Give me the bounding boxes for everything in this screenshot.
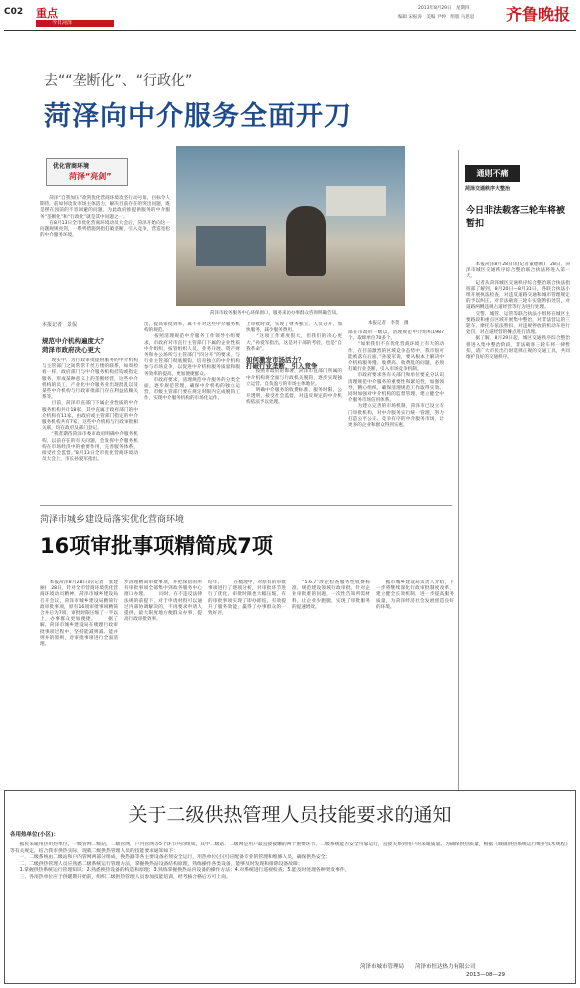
- newspaper-brand: 齐鲁晚报: [505, 5, 570, 24]
- second-col-5: 据市城乡建设局负责人介绍，下一步将继续深化行政审批制度改革，建立健全长效机制，进一步提高服务质量，为菏泽经济社会发展创造良好的环境。: [376, 580, 454, 610]
- notice-body: 据民采暖用热用热单位，一级管网二级站，二级管网，户内管网等5个环节共同组成，其中二级站、二级网是用户最直接接触的两个重要环节，二级系统能否安全可靠运行，直接关系到用户的采暖质量。为确保供热质量，根据《城镇供热系统运行维护技术规程》等有关规定，结合我市供热实际，现就二级供热管理人员的技能要求通知如下： 一、二级系统由二级站和户内管网两部分组成，换热器等各主要设备必须安全运行，用热单位(小区)应配备专业的管理和维修人员，确保供热安全； 二、二级供热管理人员应熟悉二级系统运行管理方法，掌握换热站设备结构原理，熟练操作各类设备，能够及时发现和排除设备故障； 1.掌握供热系统运行管理知识；2.熟悉换热设备的构造和原理；3.熟练掌握换热站内设备的操作方法；4.对系统进行巡视检查；5.能及时处理各种突发事件。 三、各用热单位应于供暖期开始前，组织二级供热管理人员参加技能培训，经考核合格后方可上岗。: [10, 842, 570, 880]
- section-bar: [36, 20, 114, 27]
- col2-para3: 市政府要求，清理规范中介服务的分类全面，逐步规范管理，确保中介机构的独立运营，市级主管部门要在规定时限内完成脱钩工作，实现中介服务机构的市场化运作。: [144, 377, 240, 402]
- second-headline: 16项审批事项精简成7项: [40, 534, 273, 558]
- col2-para2: 按照清理规范中介服务工作领导小组要求，市政府对市直行主管部门下属的企业性质中介组织，按管组织人员、业务开展、资产财务和办公场所与主管部门“四分开”的要求，与行业主管部门彻底脱钩，培育独立的中介机构参与市场竞争，以促进中介机构服务质量和服务效率的提高，更加便捷群众。: [144, 334, 240, 377]
- main-col-2: [144, 322, 240, 502]
- lead-text-1: 菏泽“自我加压”欲剑优化营商环境攻坚行动号角，目标令人期待。前如何攻发市场主体活力，解决目前存在的突出问题，既是摆在园前的不容回避的问题，为此政府推提供服务的中介服务“垄断化”和“行政化”就是其中问题之一。: [40, 196, 170, 220]
- photo-caption: 菏泽市政务服务中心环保窗口，服务来访办事群众咨询明确告知。: [210, 311, 341, 316]
- right-headline: 今日非法载客三轮车将被暂扣: [466, 206, 566, 229]
- right-box-sub: 菏泽交通秩序大整治: [465, 186, 511, 192]
- main-kicker: 去““垄断化”、“行政化”: [44, 73, 193, 89]
- notice-date: 2013—08—29: [466, 972, 505, 978]
- subhead-1: 规范中介机构遍度大？: [42, 337, 107, 345]
- col1-para2: 目前，菏泽市直部门下属企业性质的中介服务机构共计18家，其中直属于政府部门的中介机构有11家，由政府或主管部门指定的中介服务机构共有7家，这些中介机构与行政审批相关联，均在政府及部门登记。: [42, 401, 138, 432]
- col1-para3: “我者期待菏泽市委市政府明确中介服务机构，以前存在的有关问题，会发挥中介服务机构在市场经济中的重要作用，完善服务体系，接受社会监督。”8月13日全市优化营商环境动员大会上，市长孙爱军指出。: [42, 432, 138, 463]
- date-line: 2013年8月29日 星期四: [418, 6, 470, 11]
- lead-paragraph: [40, 196, 170, 239]
- col4-para4: 为建立完善的市场机制，菏泽市已设立专门审批机构，对中介服务实行统一管理，努力打造公平公正、竞争有序的中介服务市场，让更多的企业和群众得到实惠。: [348, 404, 444, 429]
- col2-para1: 出，提高审批效率，离不开对这些中介服务机构的规范。: [144, 322, 240, 334]
- main-headline: 菏泽向中介服务全面开刀: [44, 101, 352, 132]
- second-col-4: “5.6.7”涉企检查服务性收费标准，规范建设领域行政审批，针对企业审批难的问题，一次性告知所需材料，让企业少跑腿，实现了审批服务的提速增效。: [292, 580, 370, 610]
- edition-number: C02: [4, 7, 24, 17]
- news-photo: [176, 146, 405, 306]
- subhead-4: 打破行业垄断，引入竞争: [246, 362, 318, 371]
- series-badge: [46, 158, 128, 186]
- right-column-box: [465, 165, 570, 192]
- editors-line: 编辑 宋振涛 美编 尹婷 组版 马思思: [398, 15, 475, 20]
- subhead-block-2: [246, 357, 342, 369]
- lead-text-2: 在8月13日全市优化营商环境动员大会后，菏泽开始向这一问题规规亮剑，一系列措施剑指打破垄断，引入竞争，营造宽松的中介服务环境。: [40, 220, 170, 239]
- header-rule: [4, 30, 576, 31]
- right-box-label: 通则不痛: [465, 165, 520, 182]
- col3-para1: 上审批时效，实现了财务独立、人员分开，加快服务，减少服务费用。: [246, 322, 342, 334]
- col4-para2: “如果我们不在优化营商环境上有大的动作，在目前激烈的区域竞争态势中，我市很可能被落在后面，”孙爱军说，要从根本上解决中介机构服务慢、收费高、收费乱的问题，必须打破行业垄断，引入市场竞争机制。: [348, 342, 444, 373]
- main-col-1: [42, 358, 138, 503]
- col1-para1: 现实中，为行政审批提供服务的中介机构与主管部门之间常常千丝万缕的联系，如周检看一样，政府部门与中介服务机构挂钩或指定服务，形成某种意义上的垄断经营，这些中介机构的员工，产业化中介服务业出现混乱以及某些中介机构与行政审批部门存在利益依赖关系等。: [42, 358, 138, 401]
- subhead-2: 菏泽市政府决心更大: [42, 346, 101, 354]
- badge-line1: 优化营商环境: [53, 163, 90, 170]
- story-divider: [40, 505, 452, 506]
- second-col-2: 步清理精简审批事项，并把保留的所有审批事项全部集中到政务服务中心窗口办理。 同时，在不违反法律法规的前提下，对于申请材料可以通过内部协调解决的，不再要求申请人提供，最大限度地方便群众办事，提高行政审批效率。: [124, 580, 202, 623]
- section-bar-label: 今日菏泽: [52, 20, 73, 26]
- second-col-1: 本报菏泽8月28日讯(记者 张建丽) 28日，针对全市营商环境优化营商环境动员精神，菏泽市城乡建设局召开会议，菏泽市城乡建设局精简行政审批事项，原有16项审批事项精简合并后为7项，审批时限压缩了一半以上，办事群众更加便捷。 据了解，菏泽市城乡建设局在梳理行政审批事项过程中，坚持能减则减、能并则并的原则，对审批事项进行全面清理。: [40, 580, 118, 648]
- photo-byline: 本报记者 李贺 摄: [368, 321, 409, 326]
- notice-signer: 菏泽市城市管理局 菏泽市恒达热力有限公司: [360, 964, 476, 970]
- subhead-3: 如何激发市场活力？: [246, 356, 305, 365]
- col3-para3: 按照市政府的部署，菏泽市直部门所属的中介机构将全面与行政机关脱钩，逐步实现独立运营、自负盈亏的市场主体地位。: [246, 369, 342, 387]
- section-title: 重点: [36, 7, 58, 20]
- col3-para2: “这项工作难度很大，但我们的决心更大，”孙爱军指出，这是对干部的考验，也是“自我革命”。: [246, 334, 342, 352]
- column-divider: [458, 150, 459, 790]
- main-col-4: [348, 330, 444, 502]
- badge-line2: 菏泽“亮剑”: [69, 172, 112, 181]
- col4-para1: 部在市政府一级以，清理规范中介组织1987个。取缔单位70多个。: [348, 330, 444, 342]
- col3-para4: 明确中介服务的收费标准、服务时限，公开透明，接受社会监督，对违反规定的中介机构依法予以处理。: [246, 388, 342, 406]
- notice-title: 关于二级供热管理人员技能要求的通知: [128, 804, 452, 826]
- second-kicker: 菏泽市城乡建设局落实优化营商环境: [40, 515, 185, 525]
- second-col-3: 结年。 在梳理中，对原有的审批事项进行了逐项分析，对审批环节进行了优化，审批时限也大幅压缩，有的审批事项实现了即办即结，有效提升了服务效能，赢得了办事群众的一致好评。: [208, 580, 286, 617]
- notice-salutation: 各用热单位(小区)：: [10, 832, 60, 838]
- right-column-text: 本报菏泽8月28日讯(记者董德刚) 28日，菏泽市城区交通秩序综合整治联合执法将进入第一天。 记者从菏泽城区交通秩序综合整治联合执法指挥部了解到，8月20日—8月31日，各联合执法小组开展执法检查，对违反道路交通和城市管理规定的予以纠正，对非法载客三轮车实施暂扣处罚，对道路两侧违规占道经营等行为进行处理。 交警、城管、运管等联合执法小组将在城区主要路段和重点区域开展集中整治，对非法营运的三轮车、摩托车依法暂扣，对违规停放的机动车进行处罚，对占道经营的摊点进行清理。 据了解，8月29日起，城区交通秩序综合整治将进入集中整治阶段，非法载客三轮车将一律暂扣，请广大市民出行时选择正规的交通工具，共同维护良好的交通秩序。: [466, 262, 570, 361]
- subhead-block-1: [42, 336, 138, 354]
- main-col-3: [246, 322, 342, 502]
- main-byline: 本报记者 景侃: [42, 322, 78, 328]
- col4-para3: 市政府要求各有关部门和单位要充分认识清理规范中介服务的重要性和紧迫性，加强领导，精心组织，确保清理规范工作取得实效。同时加强对中介机构的监督管理，建立健全中介服务市场信用体系。: [348, 373, 444, 404]
